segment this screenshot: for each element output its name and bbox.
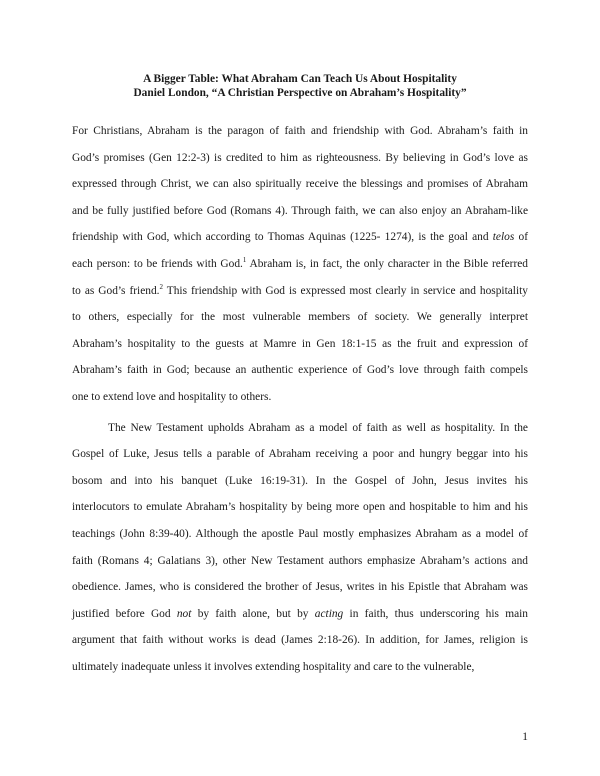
text-line	[72, 278, 528, 305]
document-title: A Bigger Table: What Abraham Can Teach Us About Hospitality	[143, 73, 457, 85]
page-number: 1	[522, 731, 528, 743]
text-run: to as God’s friend.	[72, 284, 160, 297]
text-run: This friendship with God is expressed most clearly in service and hospitality	[163, 284, 528, 297]
text-line: to others, especially for the most vulnerable members of society. We generally interpret	[72, 311, 528, 324]
body-text	[72, 118, 528, 680]
paragraph-1	[72, 118, 528, 411]
text-line	[72, 224, 528, 251]
text-line: faith (Romans 4; Galatians 3), other New Testament authors emphasize Abraham’s actions and	[72, 554, 528, 567]
text-line	[72, 251, 528, 278]
text-line: God’s promises (Gen 12:2-3) is credited to him as righteousness. By believing in God’s love as	[72, 151, 528, 164]
text-line: bosom and into his banquet (Luke 16:19-31). In the Gospel of John, Jesus invites his	[72, 474, 528, 487]
italic-term: not	[176, 607, 192, 620]
paragraph-2	[72, 415, 528, 681]
text-line: expressed through Christ, we can also spiritually receive the blessings and promises of Abraham	[72, 178, 528, 191]
text-line	[72, 601, 528, 628]
footnote-ref-1[interactable]: 1	[242, 256, 247, 265]
text-run: by faith alone, but by	[191, 607, 315, 620]
italic-term: acting	[314, 607, 344, 620]
document-subtitle: Daniel London, “A Christian Perspective on Abraham’s Hospitality”	[133, 87, 467, 99]
text-line: Abraham’s faith in God; because an authentic experience of God’s love through faith compels	[72, 364, 528, 377]
text-run: Abraham is, in fact, the only character in the Bible referred	[246, 257, 529, 270]
text-run: justified before God	[72, 607, 177, 620]
text-line: obedience. James, who is considered the brother of Jesus, writes in his Epistle that Abraham was	[72, 581, 528, 594]
text-run: in faith, thus underscoring his main	[343, 607, 528, 620]
text-line: For Christians, Abraham is the paragon of faith and friendship with God. Abraham’s faith in	[72, 125, 528, 137]
text-line: The New Testament upholds Abraham as a model of faith as well as hospitality. In the	[108, 421, 528, 434]
text-run: of	[514, 231, 528, 244]
text-line: interlocutors to emulate Abraham’s hospitality by being more open and hospitable to him and his	[72, 501, 528, 514]
title-block	[72, 72, 528, 100]
text-line: and be fully justified before God (Romans 4). Through faith, we can also enjoy an Abraham-like	[72, 204, 528, 217]
text-line: teachings (John 8:39-40). Although the apostle Paul mostly emphasizes Abraham as a model of	[72, 527, 528, 540]
text-run: friendship with God, which according to Thomas Aquinas (1225- 1274), is the goal and	[72, 231, 493, 244]
text-line: Gospel of Luke, Jesus tells a parable of Abraham receiving a poor and hungry beggar into his	[72, 448, 528, 461]
text-line: Abraham’s hospitality to the guests at Mamre in Gen 18:1-15 as the fruit and expression of	[72, 337, 528, 350]
footnote-ref-2[interactable]: 2	[159, 282, 164, 291]
italic-term: telos	[492, 231, 515, 244]
text-line: one to extend love and hospitality to others.	[72, 390, 272, 403]
text-line: ultimately inadequate unless it involves extending hospitality and care to the vulnerable,	[72, 660, 475, 673]
text-run: each person: to be friends with God.	[72, 257, 243, 270]
text-line: argument that faith without works is dead (James 2:18-26). In addition, for James, religion is	[72, 634, 528, 647]
